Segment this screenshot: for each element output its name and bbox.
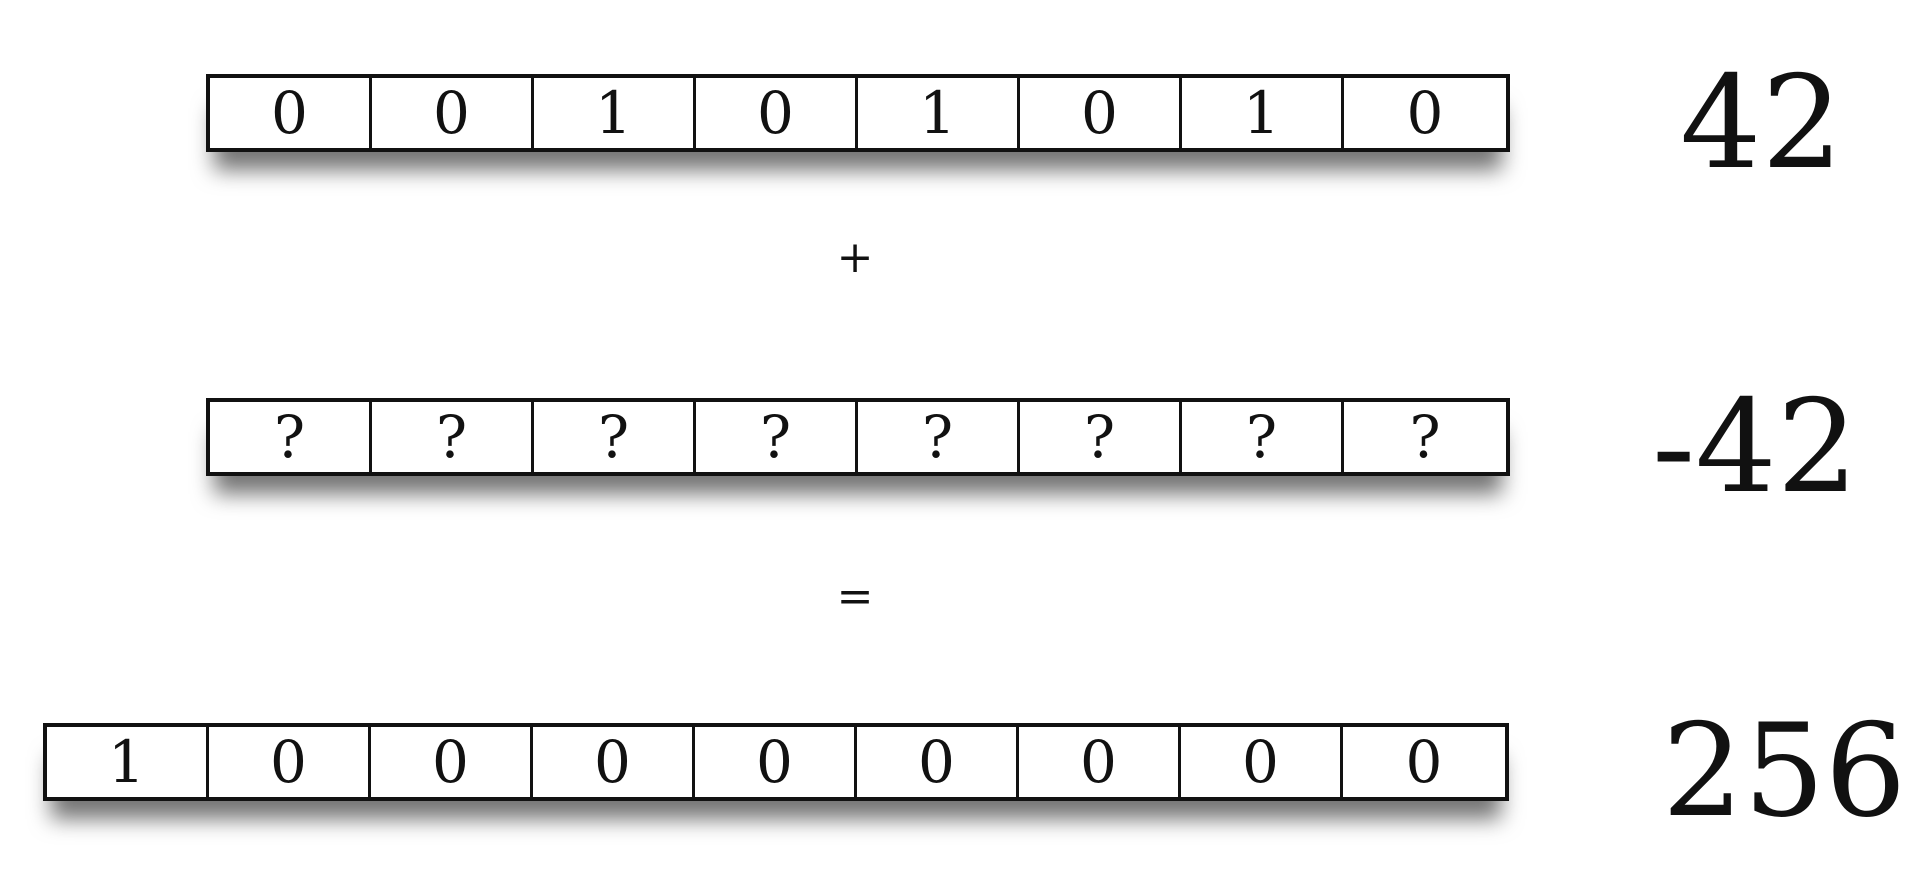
bit-cell: 0 [372,78,534,148]
decimal-value-second: -42 [1652,373,1859,522]
bit-cell: ? [696,402,858,472]
bit-cell: ? [1409,403,1441,471]
bit-cell: 0 [857,727,1019,797]
bit-cell: 1 [534,78,696,148]
bit-cell: ? [1182,402,1344,472]
decimal-value-result: 256 [1662,697,1907,846]
bit-cell: ? [534,402,696,472]
bit-cell: 0 [1405,728,1443,796]
equals-symbol: = [836,571,874,622]
bit-cell: 0 [371,727,533,797]
bit-cell: 0 [1181,727,1343,797]
bit-row-second [206,398,1510,476]
bit-cell: ? [1020,402,1182,472]
bit-cell: 0 [1019,727,1181,797]
plus-symbol: + [836,232,874,283]
bit-cell: 1 [858,78,1020,148]
bit-cell: 0 [696,78,858,148]
bit-row-first [206,74,1510,152]
bit-cell: ? [210,402,372,472]
bit-cell: 1 [47,727,209,797]
bit-cell: ? [858,402,1020,472]
bit-cell: 0 [695,727,857,797]
bit-cell: 0 [1406,79,1444,147]
decimal-value-first: 42 [1680,49,1843,198]
bit-cell: 0 [1020,78,1182,148]
bit-cell: 1 [1182,78,1344,148]
bit-row-result [43,723,1509,801]
bit-cell: 0 [533,727,695,797]
bit-cell: 0 [209,727,371,797]
bit-cell: ? [372,402,534,472]
bit-cell: 0 [210,78,372,148]
